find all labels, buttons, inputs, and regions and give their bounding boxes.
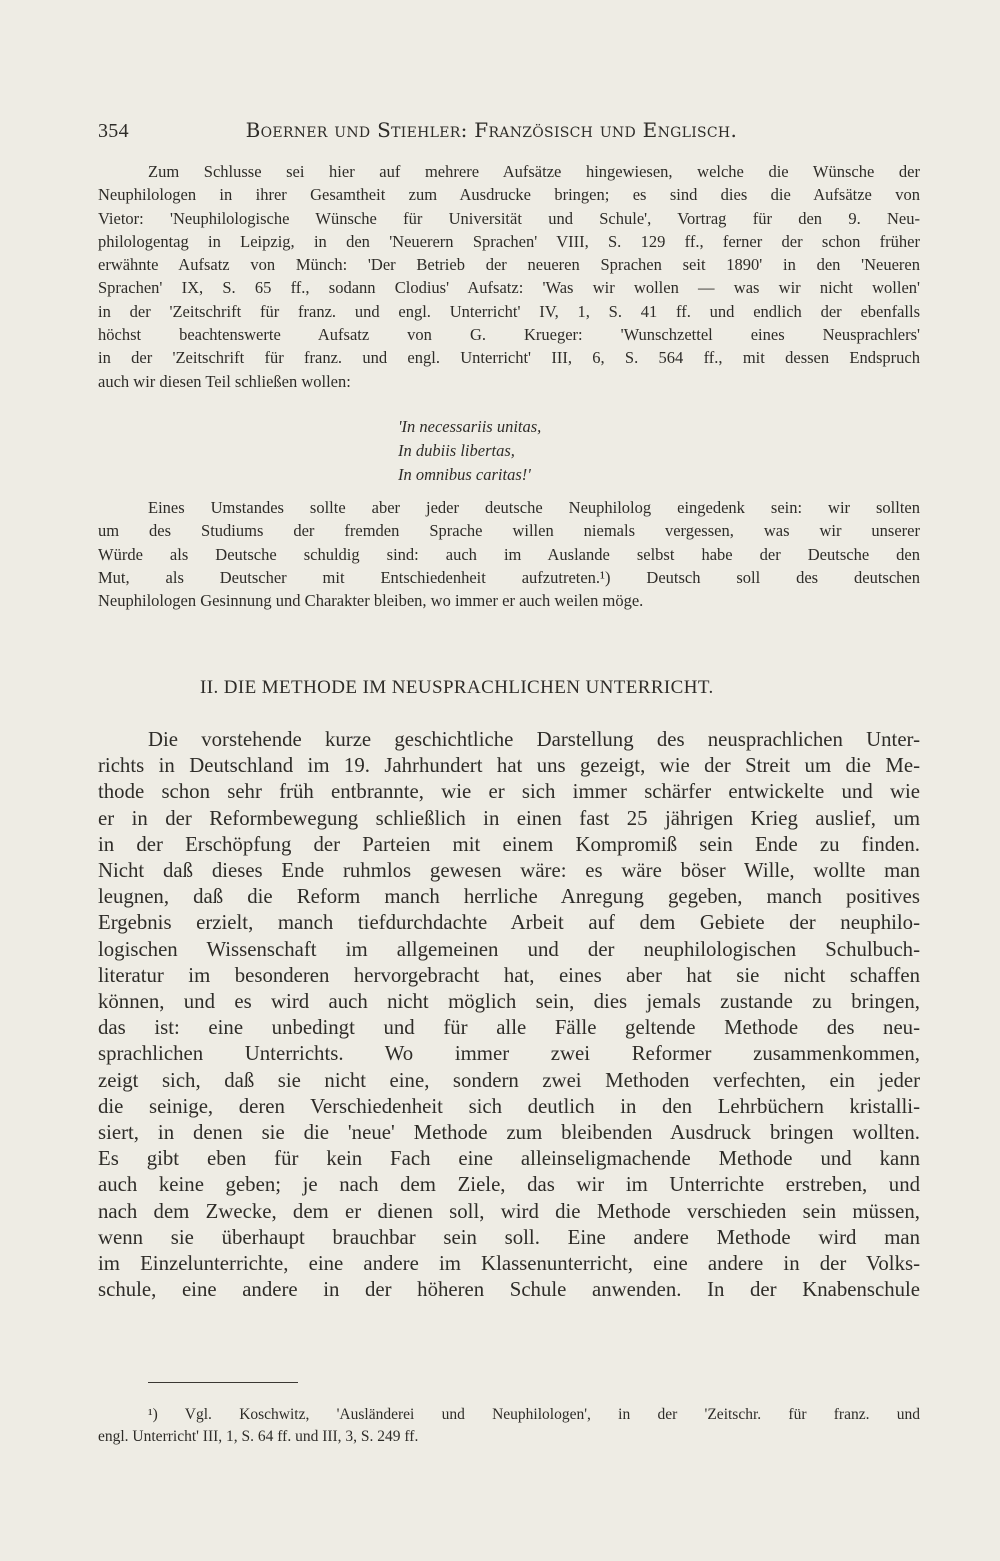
text-line: siert, in denen sie die 'neue' Methode zum bleibenden Ausdruck bringen wollten. [98, 1121, 920, 1145]
text-line: Die vorstehende kurze geschichtliche Darstellung des neusprachlichen Unter- [148, 728, 920, 751]
body-paragraph [98, 727, 920, 1303]
text-line: Würde als Deutsche schuldig sind: auch im Auslande selbst habe der Deutsche den [98, 544, 920, 564]
text-line: Nicht daß dieses Ende ruhmlos gewesen wäre: es wäre böser Wille, wollte man [98, 859, 920, 883]
latin-quote [398, 415, 541, 487]
text-line: Vietor: 'Neuphilologische Wünsche für Universität und Schule', Vortrag für den 9. Neu- [98, 208, 920, 228]
text-line: höchst beachtenswerte Aufsatz von G. Krueger: 'Wunschzettel eines Neusprachlers' [98, 325, 920, 345]
quote-line: In omnibus caritas!' [398, 465, 531, 484]
text-line: thode schon sehr früh entbrannte, wie er sich immer schärfer entwickelte und wie [98, 780, 920, 804]
running-title: Boerner und Stiehler: Französisch und Englisch. [245, 118, 738, 142]
footnote-line: engl. Unterricht' III, 1, S. 64 ff. und III, 3, S. 249 ff. [98, 1428, 419, 1445]
text-line: zeigt sich, daß sie nicht eine, sondern zwei Methoden verfechten, ein jeder [98, 1068, 920, 1092]
text-line: im Einzelunterrichte, eine andere im Klassenunterricht, eine andere in der Volks- [98, 1252, 920, 1276]
text-line: erwähnte Aufsatz von Münch: 'Der Betrieb der neueren Sprachen seit 1890' in den 'Neueren [98, 255, 920, 275]
text-line: wenn sie überhaupt brauchbar sein soll. Eine andere Methode wird man [98, 1225, 920, 1249]
text-line: logischen Wissenschaft im allgemeinen und der neuphilologischen Schulbuch- [98, 937, 920, 961]
text-line: in der Erschöpfung der Parteien mit einem Kompromiß sein Ende zu finden. [98, 832, 920, 856]
text-line: auch wir diesen Teil schließen wollen: [98, 371, 351, 391]
text-line: sprachlichen Unterrichts. Wo immer zwei Reformer zusammenkommen, [98, 1042, 920, 1066]
text-line: schule, eine andere in der höheren Schule anwenden. In der Knabenschule [98, 1278, 920, 1302]
footnote [98, 1404, 920, 1448]
closing-paragraph [98, 496, 920, 612]
text-line: richts in Deutschland im 19. Jahrhundert hat uns gezeigt, wie der Streit um die Me- [98, 754, 920, 778]
text-line: er in der Reformbewegung schließlich in einen fast 25 jährigen Krieg auslief, um [98, 806, 920, 830]
text-line: können, und es wird auch nicht möglich sein, dies jemals zustande zu bringen, [98, 990, 920, 1014]
text-line: das ist: eine unbedingt und für alle Fälle geltende Methode des neu- [98, 1016, 920, 1040]
text-line: Sprachen' IX, S. 65 ff., sodann Clodius' Aufsatz: 'Was wir wollen — was wir nicht wollen' [98, 278, 920, 298]
text-line: um des Studiums der fremden Sprache willen niemals vergessen, was wir unserer [98, 521, 920, 541]
text-line: Neuphilologen Gesinnung und Charakter bleiben, wo immer er auch weilen möge. [98, 591, 644, 611]
text-line: die seinige, deren Verschiedenheit sich deutlich in den Lehrbüchern kristalli- [98, 1094, 920, 1118]
page-number: 354 [98, 120, 129, 142]
running-header [98, 118, 918, 143]
section-heading: II. DIE METHODE IM NEUSPRACHLICHEN UNTERRICHT. [200, 677, 714, 698]
text-line: Es gibt eben für kein Fach eine alleinseligmachende Methode und kann [98, 1147, 920, 1171]
text-line: Mut, als Deutscher mit Entschiedenheit aufzutreten.¹) Deutsch soll des deutschen [98, 567, 920, 587]
text-line: auch keine geben; je nach dem Ziele, das wir im Unterrichte erstreben, und [98, 1173, 920, 1197]
text-line: in der 'Zeitschrift für franz. und engl. Unterricht' IV, 1, S. 41 ff. und endlich der ebenfalls [98, 301, 920, 321]
intro-paragraph [98, 160, 920, 393]
footnote-line: ¹) Vgl. Koschwitz, 'Ausländerei und Neuphilologen', in der 'Zeitschr. für franz. und [148, 1406, 920, 1423]
text-line: Ergebnis erzielt, manch tiefdurchdachte Arbeit auf dem Gebiete der neuphilo- [98, 911, 920, 935]
text-line: literatur im besonderen hervorgebracht hat, eines aber hat sie nicht schaffen [98, 963, 920, 987]
text-line: nach dem Zwecke, dem er dienen soll, wird die Methode verschieden sein müssen, [98, 1199, 920, 1223]
footnote-rule [148, 1382, 298, 1383]
quote-line: 'In necessariis unitas, [398, 417, 542, 436]
quote-line: In dubiis libertas, [398, 441, 515, 460]
text-line: leugnen, daß die Reform manch herrliche Anregung gegeben, manch positives [98, 885, 920, 909]
text-line: Eines Umstandes sollte aber jeder deutsche Neuphilolog eingedenk sein: wir sollten [148, 498, 920, 517]
text-line: Zum Schlusse sei hier auf mehrere Aufsätze hingewiesen, welche die Wünsche der [148, 162, 920, 181]
text-line: in der 'Zeitschrift für franz. und engl. Unterricht' III, 6, S. 564 ff., mit dessen Endspruch [98, 348, 920, 368]
text-line: Neuphilologen in ihrer Gesamtheit zum Ausdrucke bringen; es sind dies die Aufsätze von [98, 185, 920, 205]
text-line: philologentag in Leipzig, in den 'Neuerern Sprachen' VIII, S. 129 ff., ferner der schon früher [98, 231, 920, 251]
